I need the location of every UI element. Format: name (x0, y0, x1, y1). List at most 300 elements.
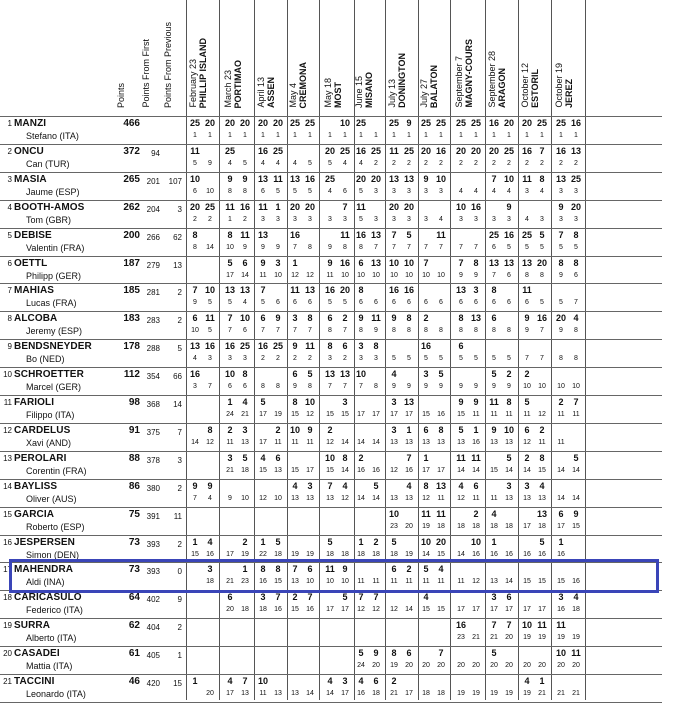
race1-standing: 6 (261, 187, 265, 195)
race2-standing: 18 (341, 550, 349, 558)
race2-standing: 8 (276, 383, 280, 391)
race1-standing: 17 (490, 606, 498, 614)
race1-standing: 10 (326, 578, 334, 586)
race2-points: 9 (275, 313, 281, 324)
points-from-first: 281 (146, 288, 160, 298)
race2-points: 16 (470, 201, 481, 212)
rider-firstname-nation (26, 522, 85, 532)
race2-standing: 5 (439, 355, 443, 363)
race2-standing: 15 (341, 411, 349, 418)
race1-standing: 14 (357, 494, 365, 502)
points-from-first: 391 (146, 511, 160, 521)
race2-points: 5 (539, 536, 545, 547)
race1-points: 11 (356, 201, 366, 212)
race2-standing: 2 (243, 215, 247, 223)
race1-points: 7 (327, 480, 333, 491)
points-from-previous: 5 (177, 344, 182, 354)
race1-points: 11 (190, 145, 200, 156)
race2-standing: 8 (407, 327, 411, 335)
round-date: July 27 (418, 79, 429, 108)
race2-standing: 20 (505, 662, 513, 670)
table-row[interactable] (0, 145, 662, 172)
race1-points: 3 (423, 369, 429, 380)
rider-firstname: Leonardo (26, 689, 65, 699)
table-row[interactable] (0, 675, 662, 702)
race2-standing: 6 (574, 271, 578, 279)
race1-standing: 15 (422, 411, 430, 418)
round-date: May 18 (322, 78, 333, 108)
race1-standing: 1 (459, 132, 463, 139)
race2-standing: 1 (407, 132, 411, 139)
race2-points: 6 (307, 564, 313, 575)
race1-points: 7 (491, 620, 497, 631)
race2-points: 11 (205, 313, 215, 324)
rider-surname: MASIA (14, 173, 47, 185)
race2-standing: 4 (243, 299, 247, 307)
race1-standing: 21 (226, 466, 234, 474)
race2-standing: 11 (372, 578, 380, 586)
race1-points: 2 (327, 424, 333, 435)
round-date: February 23 (187, 59, 198, 108)
race1-points: 10 (257, 676, 268, 686)
race2-standing: 13 (505, 438, 513, 446)
race1-standing: 9 (293, 383, 297, 391)
rider-firstname: Corentin (26, 465, 61, 476)
race1-points: 4 (358, 676, 364, 686)
race2-standing: 14 (505, 466, 513, 474)
race2-points: 7 (573, 397, 579, 407)
race2-standing: 2 (343, 355, 347, 363)
race1-points: 16 (521, 145, 532, 156)
race1-standing: 3 (359, 355, 363, 363)
race2-points: 16 (304, 173, 315, 184)
race1-points: 9 (358, 313, 364, 324)
table-row[interactable] (0, 340, 662, 367)
table-row[interactable] (0, 117, 662, 144)
race1-points: 2 (558, 397, 564, 407)
round-name: PORTIMAO (232, 59, 243, 108)
race2-points: 5 (373, 480, 379, 491)
race1-points: 6 (458, 341, 464, 352)
race2-points: 25 (503, 145, 514, 156)
rider-firstname: Xavi (26, 437, 44, 448)
race2-points: 20 (570, 201, 581, 212)
race1-standing: 15 (259, 466, 267, 474)
race2-standing: 5 (208, 299, 212, 307)
table-row[interactable] (0, 647, 662, 674)
points-from-previous: 2 (177, 316, 182, 326)
race1-standing: 14 (191, 438, 199, 446)
race2-standing: 10 (538, 383, 546, 391)
race2-points: 7 (438, 648, 444, 659)
race2-points: 8 (207, 424, 213, 435)
rider-nationality: (GBR) (45, 214, 72, 225)
row-position: 10 (3, 370, 12, 380)
race2-points: 6 (342, 341, 348, 352)
rider-firstname: Mattia (26, 661, 51, 672)
round-header (518, 0, 551, 112)
race1-points: 5 (491, 648, 497, 659)
race2-standing: 6 (507, 299, 511, 307)
race2-points: 10 (204, 285, 215, 296)
race2-standing: 1 (243, 132, 247, 139)
table-row[interactable] (0, 396, 662, 423)
rider-firstname: Filippo (26, 410, 53, 420)
table-row[interactable] (0, 452, 662, 479)
table-row[interactable] (0, 591, 662, 618)
race1-points: 10 (189, 173, 200, 184)
race2-standing: 16 (505, 550, 513, 558)
table-row[interactable] (0, 424, 662, 451)
row-position: 21 (3, 677, 12, 686)
race1-points: 10 (455, 201, 466, 212)
rider-firstname-nation (26, 131, 79, 141)
race2-points: 7 (242, 676, 248, 686)
race1-standing: 13 (422, 438, 430, 446)
race2-standing: 19 (405, 550, 413, 558)
race2-standing: 1 (507, 132, 511, 139)
race1-standing: 18 (390, 550, 398, 558)
table-row[interactable] (0, 368, 662, 395)
table-row[interactable] (0, 284, 662, 311)
race2-points: 11 (340, 229, 350, 240)
table-row[interactable] (0, 312, 662, 339)
rider-nationality: (ITA) (57, 633, 77, 644)
race2-standing: 12 (341, 494, 349, 502)
race2-points: 20 (435, 536, 446, 547)
rider-firstname-nation (26, 354, 65, 364)
race2-standing: 1 (574, 132, 578, 139)
race2-points: 13 (503, 257, 514, 268)
race1-standing: 17 (357, 411, 365, 418)
points-from-first: 288 (146, 344, 160, 354)
race1-points: 2 (524, 369, 530, 380)
race1-standing: 8 (559, 355, 563, 363)
table-row[interactable] (0, 619, 662, 646)
race2-standing: 7 (276, 327, 280, 335)
race1-points: 7 (292, 564, 298, 575)
race2-standing: 9 (474, 383, 478, 391)
race2-points: 13 (403, 397, 414, 407)
race2-standing: 8 (574, 355, 578, 363)
race2-standing: 13 (274, 466, 282, 474)
race1-points: 8 (391, 648, 397, 659)
race2-points: 11 (240, 229, 250, 240)
race2-points: 16 (403, 285, 414, 296)
race2-points: 25 (470, 118, 481, 128)
race2-standing: 7 (439, 243, 443, 251)
race1-standing: 1 (525, 132, 529, 139)
race2-points: 8 (373, 341, 379, 352)
race1-standing: 4 (228, 159, 232, 167)
race2-standing: 18 (437, 522, 445, 530)
round-date: March 23 (222, 70, 233, 108)
table-row[interactable] (0, 173, 662, 200)
race1-standing: 17 (259, 411, 267, 418)
round-header (552, 0, 585, 112)
race1-points: 20 (521, 118, 532, 128)
race1-standing: 17 (523, 606, 531, 614)
race2-standing: 17 (405, 690, 413, 697)
race1-standing: 20 (457, 662, 465, 670)
race1-points: 8 (292, 397, 298, 407)
race1-points: 10 (289, 424, 300, 435)
race1-points: 3 (524, 480, 530, 491)
race2-standing: 21 (472, 634, 480, 642)
round-name: ESTORIL (529, 69, 540, 108)
race1-points: 3 (391, 397, 397, 407)
race1-standing: 5 (228, 299, 232, 307)
row-position: 9 (7, 342, 12, 352)
race2-points: 3 (342, 397, 348, 407)
points-from-first: 405 (146, 651, 160, 661)
rider-nationality: (ITA) (53, 661, 73, 672)
race2-points: 1 (275, 201, 281, 212)
race1-standing: 3 (228, 355, 232, 363)
race1-points: 7 (423, 257, 429, 268)
race1-standing: 5 (261, 299, 265, 307)
race1-points: 1 (227, 397, 233, 407)
table-row[interactable] (0, 257, 662, 284)
race1-standing: 15 (457, 411, 465, 418)
table-row[interactable] (0, 480, 662, 507)
race2-standing: 18 (572, 606, 580, 614)
race1-standing: 2 (261, 355, 265, 363)
race2-standing: 4 (343, 159, 347, 167)
race1-standing: 11 (523, 411, 531, 418)
race2-points: 8 (242, 369, 248, 380)
race2-standing: 2 (474, 159, 478, 167)
race2-standing: 14 (206, 243, 214, 251)
race1-points: 2 (358, 452, 364, 463)
race2-points: 25 (339, 145, 350, 156)
race1-standing: 5 (328, 299, 332, 307)
race2-standing: 11 (274, 438, 282, 446)
race2-points: 4 (539, 480, 545, 491)
race2-standing: 5 (407, 355, 411, 363)
points-from-first: 94 (151, 148, 160, 158)
race1-standing: 18 (422, 690, 430, 697)
race2-points: 5 (573, 452, 579, 463)
rider-firstname: Roberto (26, 521, 59, 532)
race1-standing: 19 (490, 690, 498, 697)
race1-points: 20 (388, 201, 399, 212)
race2-standing: 6 (343, 187, 347, 195)
race1-points: 8 (192, 229, 198, 240)
race2-standing: 2 (540, 159, 544, 167)
race1-points: 5 (327, 536, 333, 547)
race2-points: 13 (370, 257, 381, 268)
race2-standing: 1 (208, 132, 212, 139)
race1-points: 2 (524, 452, 530, 463)
row-position: 6 (7, 258, 12, 268)
race2-standing: 4 (540, 187, 544, 195)
round-date: May 4 (287, 83, 298, 108)
race2-points: 9 (342, 564, 348, 575)
rider-firstname: Simon (26, 549, 52, 560)
race1-standing: 19 (291, 550, 299, 558)
race1-standing: 8 (228, 187, 232, 195)
rider-surname: TACCINI (14, 676, 55, 687)
race1-points: 25 (455, 118, 466, 128)
race2-points: 13 (470, 313, 481, 324)
race2-points: 10 (503, 173, 514, 184)
race2-standing: 10 (241, 494, 249, 502)
race1-standing: 16 (557, 550, 565, 558)
rider-surname: BENDSNEYDER (14, 341, 92, 353)
race2-points: 4 (242, 397, 248, 407)
race2-points: 10 (503, 424, 514, 435)
race1-standing: 11 (557, 438, 565, 446)
round-date: October 12 (519, 63, 530, 108)
rider-firstname: Bo (26, 354, 38, 365)
race2-standing: 5 (243, 159, 247, 167)
rider-points: 73 (128, 564, 140, 576)
race1-points: 8 (458, 313, 464, 324)
race2-standing: 19 (306, 550, 314, 558)
race2-standing: 21 (538, 690, 546, 697)
race2-points: 6 (506, 592, 512, 603)
points-from-first: 354 (146, 372, 160, 382)
race2-standing: 4 (474, 187, 478, 195)
rider-firstname-nation (26, 438, 71, 448)
race1-standing: 23 (390, 522, 398, 530)
race1-standing: 14 (357, 438, 365, 446)
race2-standing: 10 (274, 271, 282, 279)
points-from-previous: 3 (177, 455, 182, 465)
rider-firstname: Alberto (26, 633, 55, 644)
race2-standing: 5 (507, 243, 511, 251)
race1-standing: 16 (357, 466, 365, 474)
race1-standing: 1 (193, 132, 197, 139)
rider-surname: MAHIAS (14, 285, 55, 297)
race2-standing: 11 (572, 411, 580, 418)
race1-standing: 7 (293, 243, 297, 251)
race2-points: 7 (307, 592, 313, 603)
race2-standing: 4 (507, 187, 511, 195)
race2-points: 6 (373, 676, 379, 686)
race1-standing: 13 (523, 494, 531, 502)
race1-points: 25 (189, 118, 200, 128)
race1-points: 13 (388, 173, 399, 184)
race2-points: 8 (342, 452, 348, 463)
points-from-previous: 62 (173, 232, 182, 242)
race2-standing: 19 (241, 550, 249, 558)
race2-points: 5 (342, 592, 348, 603)
rider-nationality: (AUS) (52, 493, 77, 504)
race2-standing: 8 (439, 327, 443, 335)
rider-points: 46 (128, 676, 140, 687)
race2-standing: 15 (437, 606, 445, 614)
race2-points: 4 (438, 564, 444, 575)
race2-points: 1 (242, 564, 248, 575)
race2-standing: 7 (474, 243, 478, 251)
race1-points: 4 (260, 452, 266, 463)
race2-standing: 17 (405, 411, 413, 418)
race1-standing: 2 (459, 159, 463, 167)
rider-points: 178 (123, 341, 140, 353)
race2-points: 8 (573, 229, 579, 240)
race2-points: 9 (307, 424, 313, 435)
race1-standing: 2 (424, 159, 428, 167)
race2-standing: 3 (540, 215, 544, 223)
race1-points: 6 (423, 424, 429, 435)
race1-standing: 3 (559, 187, 563, 195)
points-from-previous: 13 (173, 260, 182, 270)
race1-standing: 11 (326, 271, 334, 279)
race1-standing: 11 (457, 578, 465, 586)
race2-points: 8 (275, 564, 281, 575)
race1-points: 16 (420, 341, 431, 352)
rider-nationality: (ESP) (55, 186, 80, 197)
race1-points: 10 (388, 508, 399, 519)
race2-standing: 5 (540, 299, 544, 307)
rider-firstname: Lucas (26, 298, 51, 309)
table-row[interactable] (0, 229, 662, 256)
race2-standing: 12 (206, 438, 214, 446)
race1-standing: 8 (193, 243, 197, 251)
race2-standing: 3 (407, 187, 411, 195)
race2-standing: 2 (574, 159, 578, 167)
points-from-previous: 11 (173, 511, 182, 521)
race2-points: 25 (403, 145, 414, 156)
points-from-first: 283 (146, 316, 160, 326)
race2-points: 9 (373, 648, 379, 659)
race1-standing: 12 (390, 466, 398, 474)
round-header (286, 0, 319, 112)
race1-standing: 3 (424, 215, 428, 223)
race1-standing: 5 (559, 243, 563, 251)
race1-points: 6 (292, 369, 298, 380)
race2-points: 13 (435, 480, 446, 491)
race2-standing: 9 (507, 383, 511, 391)
race2-standing: 20 (405, 662, 413, 670)
rider-firstname: Can (26, 158, 43, 169)
race2-standing: 10 (206, 187, 214, 195)
race1-standing: 7 (459, 243, 463, 251)
rider-surname: ALCOBA (14, 313, 58, 325)
race1-points: 2 (292, 592, 298, 603)
round-name: ARAGON (496, 68, 507, 108)
race1-points: 9 (391, 313, 397, 324)
race1-standing: 17 (557, 522, 565, 530)
race1-standing: 6 (293, 299, 297, 307)
round-header (321, 0, 354, 112)
race1-standing: 8 (424, 327, 428, 335)
race1-standing: 15 (326, 411, 334, 418)
race2-standing: 23 (241, 578, 249, 586)
race1-standing: 1 (328, 132, 332, 139)
round-name: DONINGTON (396, 53, 407, 108)
points-from-first: 201 (146, 176, 160, 186)
race2-standing: 14 (306, 690, 314, 697)
row-position: 11 (3, 398, 12, 407)
race1-points: 9 (192, 480, 198, 491)
race2-standing: 7 (308, 327, 312, 335)
table-row[interactable] (0, 508, 662, 535)
race2-standing: 19 (538, 634, 546, 642)
race2-standing: 8 (574, 327, 578, 335)
race1-standing: 7 (228, 327, 232, 335)
table-row[interactable] (0, 201, 662, 228)
race1-standing: 17 (390, 411, 398, 418)
race1-points: 16 (355, 229, 366, 240)
race1-standing: 19 (422, 522, 430, 530)
race1-points: 5 (391, 536, 397, 547)
highlighted-row-frame (9, 559, 659, 593)
race2-points: 8 (307, 313, 313, 324)
race2-standing: 1 (343, 132, 347, 139)
